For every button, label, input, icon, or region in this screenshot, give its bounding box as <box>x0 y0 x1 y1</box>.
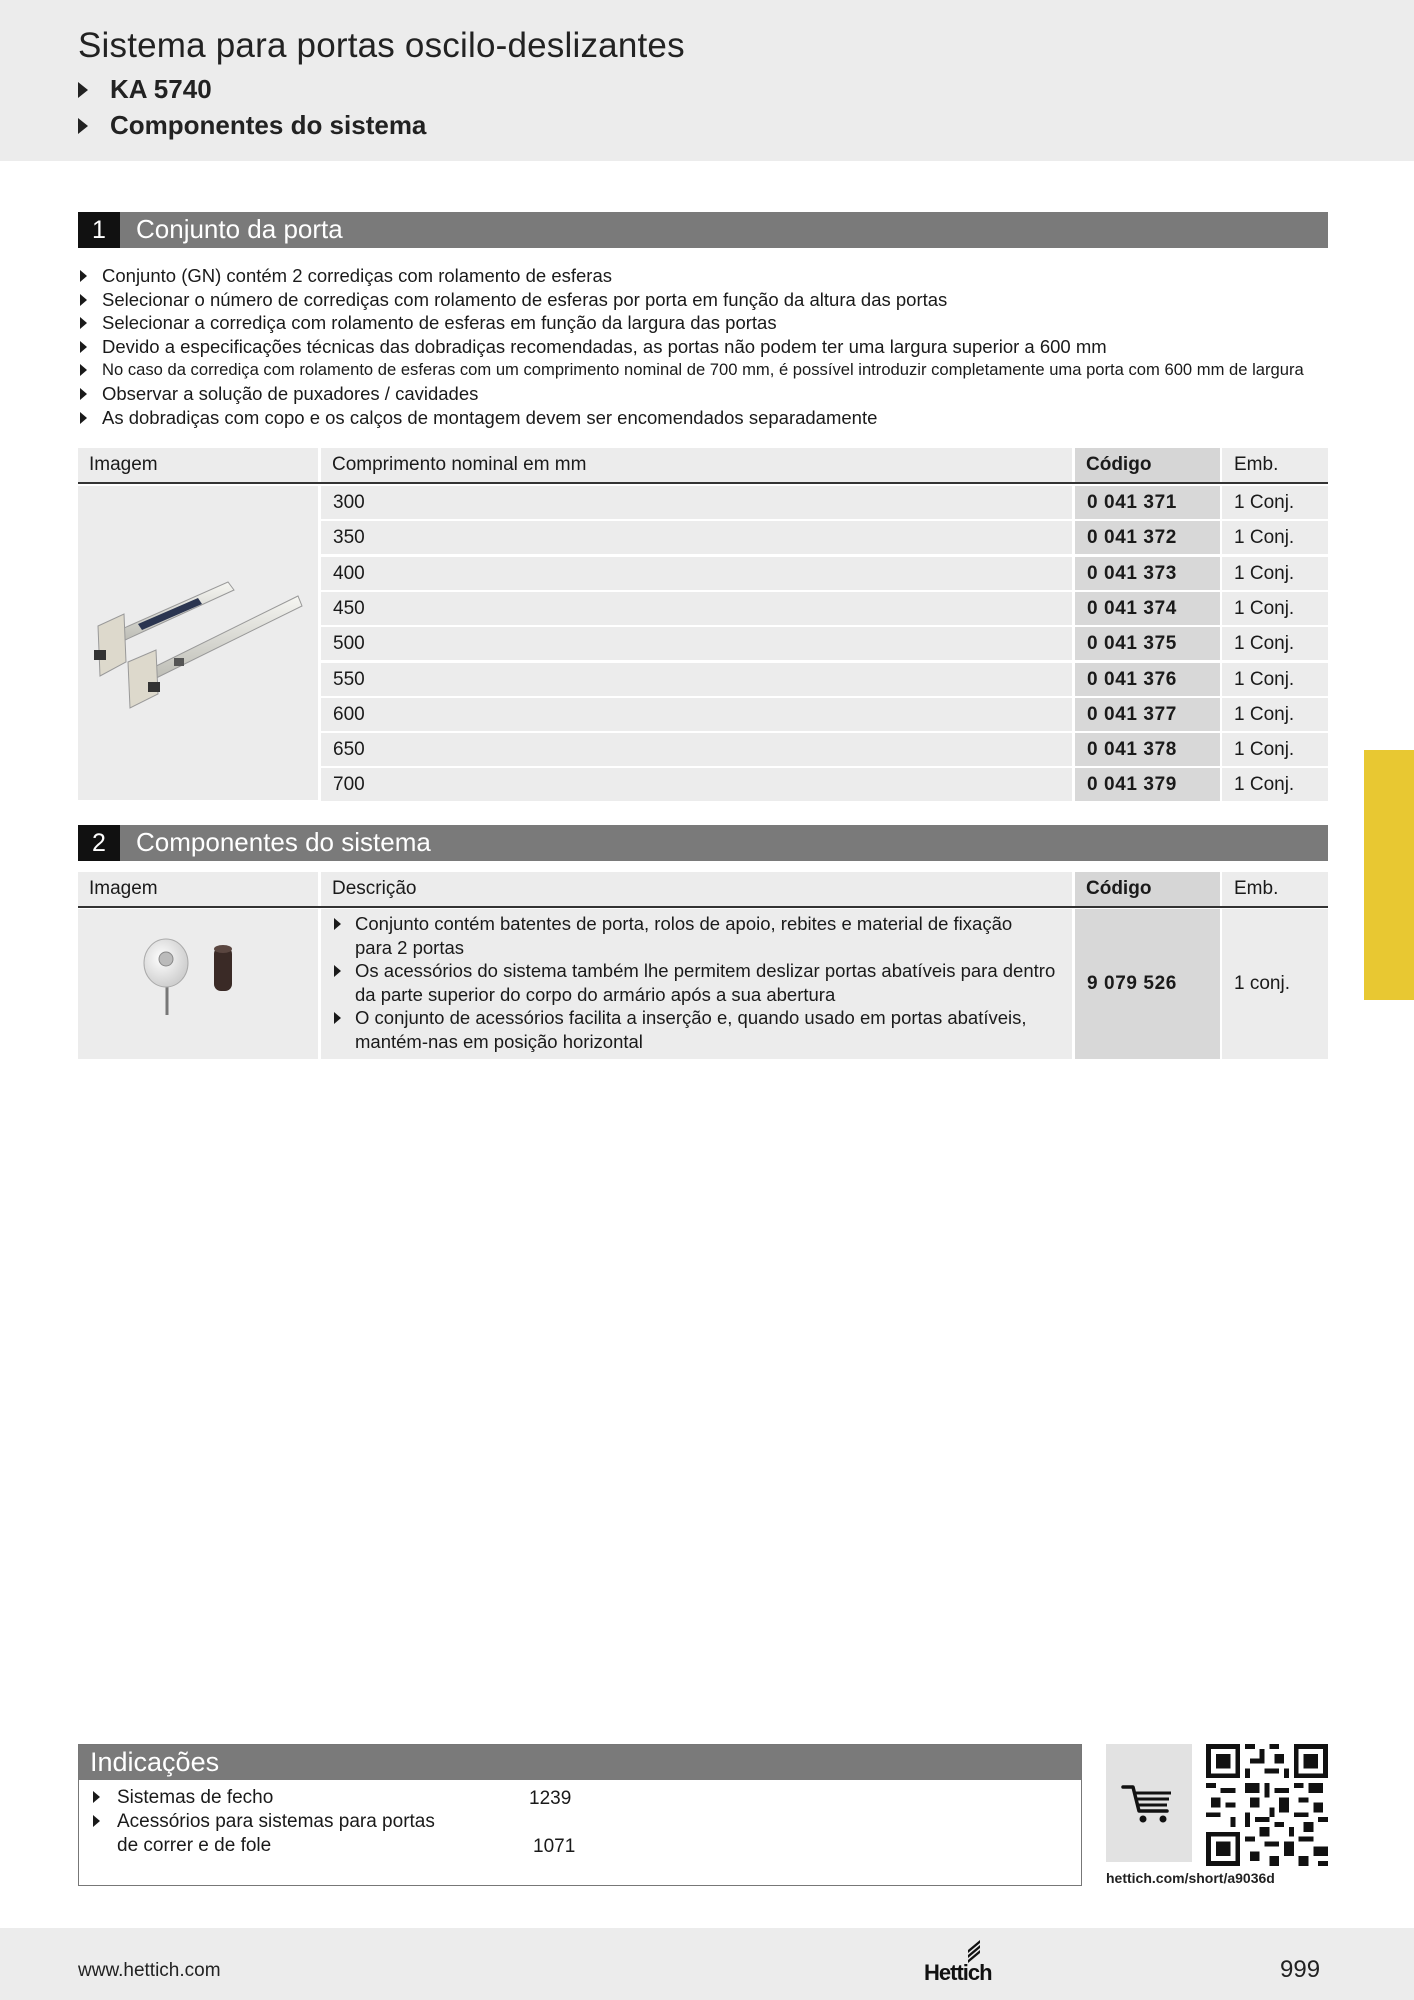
length-cell: 700 <box>321 768 1072 801</box>
section-number: 1 <box>78 212 120 248</box>
description-item: Os acessórios do sistema também lhe permitem deslizar portas abatíveis para dentro da parte superior do corpo do armário após a sua abertura <box>333 959 1073 1006</box>
product-image-cell <box>78 909 318 1059</box>
bullet-item: Observar a solução de puxadores / cavidades <box>80 382 1330 406</box>
code-cell: 0 041 376 <box>1075 663 1220 696</box>
subtitle-text: Componentes do sistema <box>110 110 427 140</box>
bullet-arrow-icon <box>93 1815 100 1827</box>
pack-cell: 1 Conj. <box>1222 521 1328 554</box>
bullet-item: Devido a especificações técnicas das dobradiças recomendadas, as portas não podem ter uma largura superior a 600 mm <box>80 335 1330 359</box>
table-header-image: Imagem <box>78 872 318 906</box>
length-cell: 400 <box>321 557 1072 590</box>
table-header-rule <box>78 482 1328 484</box>
bullet-item: Selecionar o número de corrediças com rolamento de esferas por porta em função da altura das portas <box>80 288 1330 312</box>
pack-cell: 1 Conj. <box>1222 768 1328 801</box>
pack-cell: 1 conj. <box>1222 909 1328 1059</box>
indications-title: Indicações <box>79 1745 1081 1780</box>
indication-label: de correr e de fole <box>117 1835 272 1856</box>
section-title: Conjunto da porta <box>136 214 343 244</box>
length-cell: 550 <box>321 663 1072 696</box>
pack-cell: 1 Conj. <box>1222 627 1328 660</box>
pack-cell: 1 Conj. <box>1222 592 1328 625</box>
length-cell: 300 <box>321 486 1072 519</box>
shop-cart-button[interactable] <box>1106 1744 1192 1862</box>
page-number: 999 <box>1280 1956 1321 1983</box>
bullet-item: No caso da corrediça com rolamento de esferas com um comprimento nominal de 700 mm, é possível introduzir completamente uma porta com 600 mm de largura <box>80 358 1330 382</box>
bullet-item: Conjunto (GN) contém 2 corrediças com rolamento de esferas <box>80 264 1330 288</box>
logo-text: Hettich <box>924 1960 992 1985</box>
indication-page[interactable]: 1239 <box>529 1788 572 1809</box>
bullet-item: As dobradiças com copo e os calços de montagem devem ser encomendados separadamente <box>80 406 1330 430</box>
section-1-bullets <box>80 264 1330 429</box>
subtitle-components <box>78 110 426 141</box>
qr-code-icon[interactable] <box>1206 1744 1328 1866</box>
length-cell: 650 <box>321 733 1072 766</box>
length-cell: 450 <box>321 592 1072 625</box>
table-header-description: Descrição <box>321 872 1072 906</box>
product-image-cell <box>78 486 318 800</box>
description-item: O conjunto de acessórios facilita a inserção e, quando usado em portas abatíveis, mantém-nas em posição horizontal <box>333 1006 1033 1053</box>
pack-cell: 1 Conj. <box>1222 557 1328 590</box>
pack-cell: 1 Conj. <box>1222 663 1328 696</box>
length-cell: 600 <box>321 698 1072 731</box>
description-item: Conjunto contém batentes de porta, rolos de apoio, rebites e material de fixação para 2 portas <box>333 912 1033 959</box>
indication-item[interactable] <box>93 1810 435 1858</box>
ball-bearing-runner-image <box>78 486 318 800</box>
indication-label: Sistemas de fecho <box>117 1787 274 1808</box>
table-header-pack: Emb. <box>1222 872 1328 906</box>
pack-cell: 1 Conj. <box>1222 733 1328 766</box>
table-header-length: Comprimento nominal em mm <box>321 448 1072 482</box>
code-cell: 0 041 377 <box>1075 698 1220 731</box>
section-2-bar <box>78 825 1328 861</box>
table-header-pack: Emb. <box>1222 448 1328 482</box>
section-1-bar <box>78 212 1328 248</box>
section-number: 2 <box>78 825 120 861</box>
indication-item[interactable] <box>93 1786 273 1810</box>
code-cell: 0 041 374 <box>1075 592 1220 625</box>
code-cell: 0 041 371 <box>1075 486 1220 519</box>
table-header-image: Imagem <box>78 448 318 482</box>
code-cell: 0 041 373 <box>1075 557 1220 590</box>
indications-box <box>78 1744 1082 1886</box>
length-cell: 500 <box>321 627 1072 660</box>
table-header-code: Código <box>1075 872 1220 906</box>
bullet-arrow-icon <box>78 82 88 98</box>
description-cell <box>321 909 1072 1059</box>
code-cell: 0 041 379 <box>1075 768 1220 801</box>
description-list <box>333 912 1063 1054</box>
section-title: Componentes do sistema <box>136 827 431 857</box>
bullet-arrow-icon <box>78 118 88 134</box>
indication-page[interactable]: 1071 <box>533 1836 576 1857</box>
code-cell: 0 041 375 <box>1075 627 1220 660</box>
qr-url[interactable]: hettich.com/short/a9036d <box>1106 1870 1275 1886</box>
bullet-arrow-icon <box>93 1791 100 1803</box>
pack-cell: 1 Conj. <box>1222 486 1328 519</box>
table-header-code: Código <box>1075 448 1220 482</box>
pack-cell: 1 Conj. <box>1222 698 1328 731</box>
hettich-logo <box>924 1936 996 1984</box>
indication-label: Acessórios para sistemas para portas <box>117 1811 435 1832</box>
shopping-cart-icon <box>1121 1781 1177 1825</box>
code-cell: 0 041 378 <box>1075 733 1220 766</box>
footer-url[interactable]: www.hettich.com <box>78 1960 221 1981</box>
code-cell: 0 041 372 <box>1075 521 1220 554</box>
subtitle-ka5740 <box>78 74 212 105</box>
subtitle-text: KA 5740 <box>110 74 212 104</box>
code-cell: 9 079 526 <box>1075 909 1220 1059</box>
table-header-rule <box>78 906 1328 908</box>
accessory-set-image <box>78 909 318 1059</box>
chapter-side-tab <box>1364 750 1414 1000</box>
page-title: Sistema para portas oscilo-deslizantes <box>78 26 685 65</box>
bullet-item: Selecionar a corrediça com rolamento de esferas em função da largura das portas <box>80 311 1330 335</box>
length-cell: 350 <box>321 521 1072 554</box>
